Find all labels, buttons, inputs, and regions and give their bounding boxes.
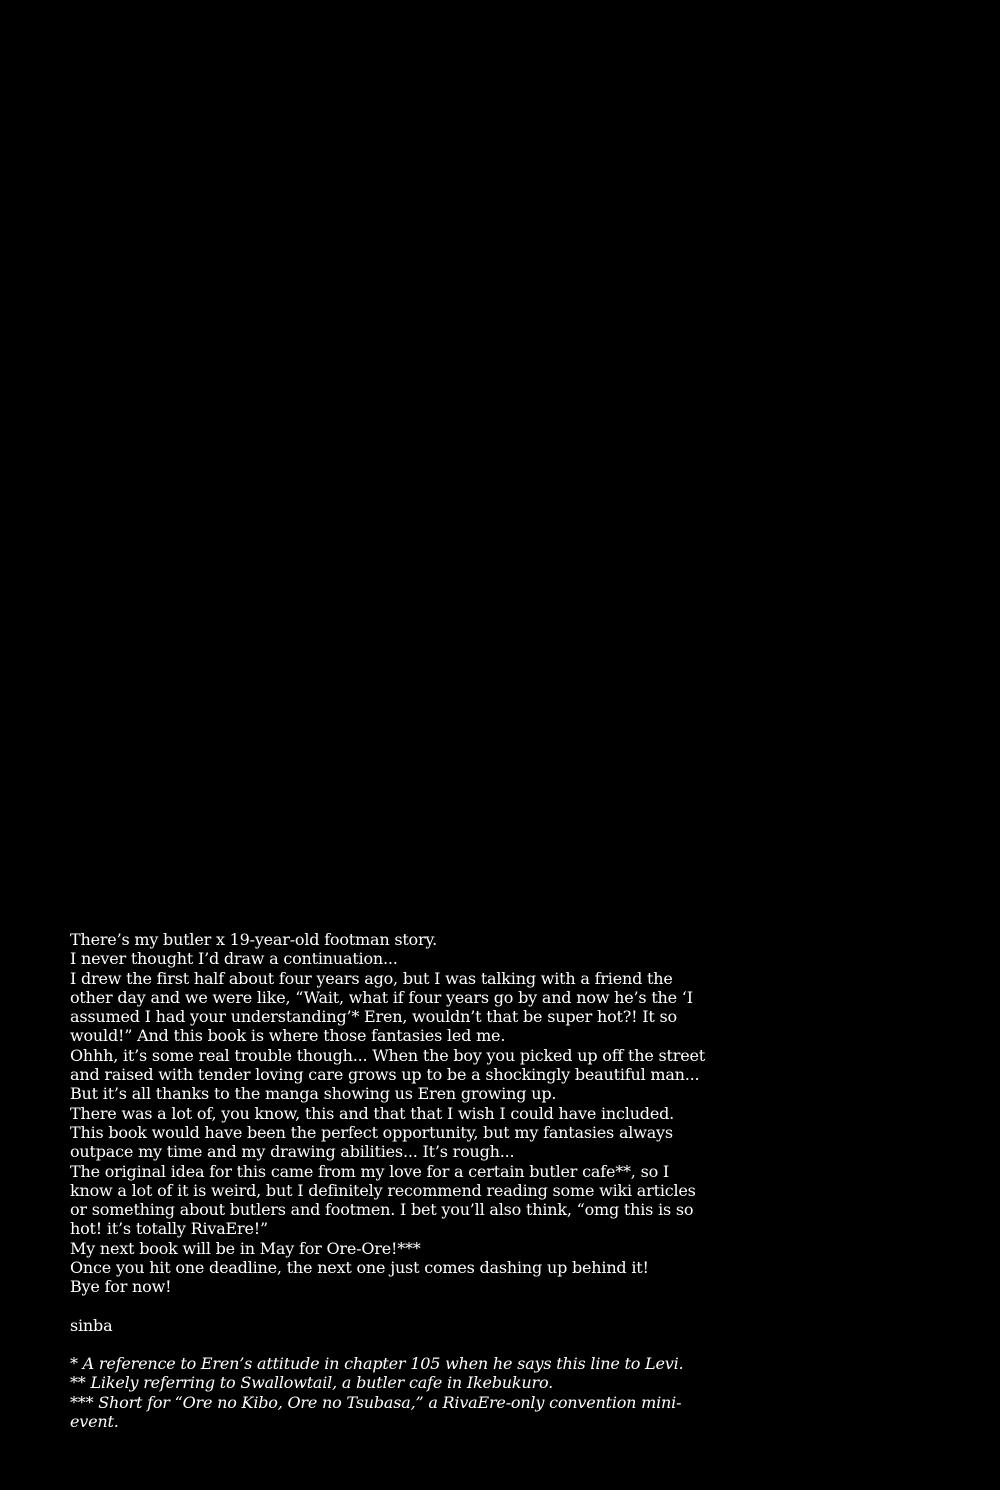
- afterword-text-block: [70, 930, 710, 1431]
- afterword-paragraph: I never thought I’d draw a continuation...: [70, 949, 398, 969]
- afterword-paragraph: But it’s all thanks to the manga showing us Eren growing up.: [70, 1084, 557, 1104]
- footnote: ** Likely referring to Swallowtail, a butler cafe in Ikebukuro.: [70, 1373, 553, 1393]
- afterword-paragraph: I drew the first half about four years ago, but I was talking with a friend the other day and we were like, “Wait, what if four years go by and now he’s the ‘I assumed I had your understanding’* Eren, wouldn’t that be super hot?! It so would!” And this book is where those fantasies led me.: [70, 968, 693, 1046]
- author-signature: sinba: [70, 1315, 113, 1335]
- footnote: *** Short for “Ore no Kibo, Ore no Tsubasa,” a RivaEre-only convention mini-event.: [70, 1392, 682, 1431]
- footnote: * A reference to Eren’s attitude in chapter 105 when he says this line to Levi.: [70, 1353, 684, 1373]
- afterword-paragraph: There was a lot of, you know, this and that that I wish I could have included. This book would have been the perfect opportunity, but my fantasies always outpace my time and my drawing abilities... It’s rough...: [70, 1103, 675, 1162]
- afterword-paragraph: There’s my butler x 19-year-old footman story.: [70, 930, 438, 949]
- afterword-paragraph: My next book will be in May for Ore-Ore!***: [70, 1238, 421, 1258]
- afterword-paragraph: Bye for now!: [70, 1277, 172, 1297]
- afterword-paragraph: The original idea for this came from my love for a certain butler cafe**, so I know a lot of it is weird, but I definitely recommend reading some wiki articles or something about butlers and footmen. I bet you’ll also think, “omg this is so hot! it’s totally RivaEre!”: [70, 1161, 696, 1239]
- afterword-paragraph: Ohhh, it’s some real trouble though... When the boy you picked up off the street and raised with tender loving care grows up to be a shockingly beautiful man...: [70, 1045, 705, 1085]
- afterword-paragraph: Once you hit one deadline, the next one just comes dashing up behind it!: [70, 1258, 649, 1278]
- footnotes: [70, 1354, 710, 1431]
